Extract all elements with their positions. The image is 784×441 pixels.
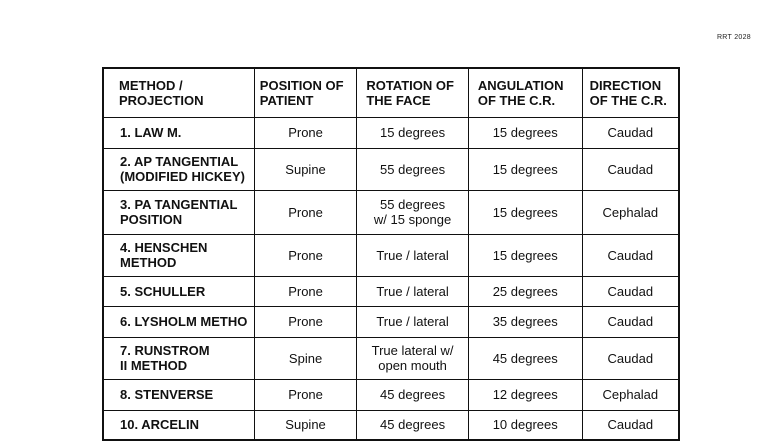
cell-method-text: 4. HENSCHEN bbox=[120, 240, 208, 255]
cell-method-text: 1. LAW M. bbox=[120, 125, 182, 140]
cell-direction-text: Cephalad bbox=[602, 204, 659, 220]
cell-method bbox=[103, 306, 254, 337]
cell-method-text: 3. PA TANGENTIAL bbox=[120, 197, 238, 212]
header-rotation-of-face: ROTATION OF THE FACE bbox=[357, 68, 469, 117]
cell-rotation bbox=[357, 276, 469, 306]
slide-footer-label: RRT 2028 bbox=[716, 34, 751, 41]
cell-position bbox=[254, 190, 357, 234]
header-position-of-patient: POSITION OF PATIENT bbox=[254, 68, 357, 117]
cell-rotation-text: True / lateral bbox=[376, 247, 449, 263]
cell-rotation bbox=[357, 379, 469, 410]
cell-direction bbox=[582, 379, 679, 410]
table-row bbox=[103, 276, 679, 306]
cell-angulation bbox=[468, 234, 582, 276]
cell-method bbox=[103, 276, 254, 306]
cell-method-text: II METHOD bbox=[120, 358, 188, 373]
cell-rotation-text: True lateral w/ bbox=[371, 343, 454, 358]
cell-angulation-text: 15 degrees bbox=[492, 125, 558, 140]
cell-method bbox=[103, 148, 254, 190]
cell-position-text: Prone bbox=[288, 387, 323, 402]
cell-rotation-text: 45 degrees bbox=[380, 417, 446, 433]
cell-position bbox=[254, 337, 357, 379]
cell-method-text: 5. SCHULLER bbox=[120, 283, 206, 299]
cell-rotation bbox=[357, 337, 469, 379]
cell-method-text: 2. AP TANGENTIAL bbox=[120, 154, 239, 169]
cell-rotation-text: 45 degrees bbox=[380, 387, 446, 402]
cell-rotation-text: w/ 15 sponge bbox=[373, 212, 452, 227]
cell-direction-text: Cephalad bbox=[602, 387, 659, 402]
cell-angulation-text: 35 degrees bbox=[492, 314, 558, 329]
table-row bbox=[103, 306, 679, 337]
cell-direction bbox=[582, 410, 679, 440]
cell-angulation bbox=[468, 117, 582, 148]
cell-rotation bbox=[357, 410, 469, 440]
cell-angulation bbox=[468, 410, 582, 440]
cell-direction-text: Caudad bbox=[607, 283, 654, 299]
cell-angulation bbox=[468, 306, 582, 337]
table-header-row bbox=[103, 68, 679, 117]
cell-angulation-text: 15 degrees bbox=[492, 161, 558, 177]
cell-method bbox=[103, 379, 254, 410]
cell-position-text: Prone bbox=[288, 247, 323, 263]
cell-rotation-text: 15 degrees bbox=[380, 125, 446, 140]
cell-position bbox=[254, 148, 357, 190]
cell-rotation-text: True / lateral bbox=[376, 314, 449, 329]
cell-position-text: Prone bbox=[288, 204, 323, 220]
table-row bbox=[103, 234, 679, 276]
cell-angulation-text: 25 degrees bbox=[492, 283, 558, 299]
cell-direction bbox=[582, 234, 679, 276]
cell-angulation bbox=[468, 148, 582, 190]
cell-method-text: 10. ARCELIN bbox=[120, 417, 199, 433]
cell-angulation-text: 12 degrees bbox=[492, 387, 558, 402]
cell-rotation-text: open mouth bbox=[378, 358, 447, 373]
cell-method-text: (MODIFIED HICKEY) bbox=[120, 169, 245, 184]
cell-position-text: Prone bbox=[288, 283, 323, 299]
cell-direction-text: Caudad bbox=[607, 125, 654, 140]
cell-method bbox=[103, 190, 254, 234]
cell-position bbox=[254, 117, 357, 148]
table-row bbox=[103, 410, 679, 440]
cell-angulation-text: 45 degrees bbox=[492, 350, 558, 366]
cell-direction-text: Caudad bbox=[607, 161, 654, 177]
cell-position bbox=[254, 276, 357, 306]
cell-position-text: Prone bbox=[288, 314, 323, 329]
cell-rotation bbox=[357, 234, 469, 276]
table-row bbox=[103, 379, 679, 410]
header-direction-of-cr: DIRECTION OF THE C.R. bbox=[582, 68, 679, 117]
cell-position-text: Supine bbox=[285, 417, 326, 433]
cell-method bbox=[103, 117, 254, 148]
table-row bbox=[103, 337, 679, 379]
cell-angulation bbox=[468, 379, 582, 410]
cell-direction-text: Caudad bbox=[607, 247, 654, 263]
table-row bbox=[103, 190, 679, 234]
cell-direction bbox=[582, 190, 679, 234]
cell-angulation-text: 15 degrees bbox=[492, 204, 558, 220]
cell-position bbox=[254, 410, 357, 440]
projection-methods-table bbox=[102, 67, 680, 441]
table-row bbox=[103, 117, 679, 148]
header-angulation-of-cr: ANGULATION OF THE C.R. bbox=[468, 68, 582, 117]
cell-position-text: Spine bbox=[288, 350, 323, 366]
cell-position-text: Supine bbox=[285, 161, 326, 177]
cell-direction-text: Caudad bbox=[607, 314, 654, 329]
cell-angulation bbox=[468, 337, 582, 379]
cell-angulation-text: 15 degrees bbox=[492, 247, 558, 263]
cell-direction bbox=[582, 337, 679, 379]
cell-method-text: POSITION bbox=[120, 212, 183, 227]
cell-rotation-text: 55 degrees bbox=[380, 197, 446, 212]
cell-direction bbox=[582, 117, 679, 148]
cell-method-text: METHOD bbox=[120, 255, 177, 270]
cell-direction bbox=[582, 148, 679, 190]
cell-direction-text: Caudad bbox=[607, 417, 654, 433]
cell-rotation bbox=[357, 306, 469, 337]
table-row bbox=[103, 148, 679, 190]
cell-position bbox=[254, 306, 357, 337]
cell-direction bbox=[582, 306, 679, 337]
cell-method-text: 6. LYSHOLM METHO bbox=[120, 314, 248, 329]
cell-angulation bbox=[468, 276, 582, 306]
cell-method bbox=[103, 410, 254, 440]
cell-method bbox=[103, 337, 254, 379]
header-method-projection: METHOD / PROJECTION bbox=[103, 68, 254, 117]
cell-angulation-text: 10 degrees bbox=[492, 417, 558, 433]
cell-rotation bbox=[357, 190, 469, 234]
cell-position bbox=[254, 234, 357, 276]
cell-position bbox=[254, 379, 357, 410]
cell-direction bbox=[582, 276, 679, 306]
cell-angulation bbox=[468, 190, 582, 234]
cell-position-text: Prone bbox=[288, 125, 323, 140]
cell-method bbox=[103, 234, 254, 276]
cell-method-text: 7. RUNSTROM bbox=[120, 343, 210, 358]
cell-rotation bbox=[357, 117, 469, 148]
cell-direction-text: Caudad bbox=[607, 350, 654, 366]
cell-method-text: 8. STENVERSE bbox=[120, 387, 214, 402]
cell-rotation bbox=[357, 148, 469, 190]
cell-rotation-text: True / lateral bbox=[376, 283, 449, 299]
cell-rotation-text: 55 degrees bbox=[380, 161, 446, 177]
